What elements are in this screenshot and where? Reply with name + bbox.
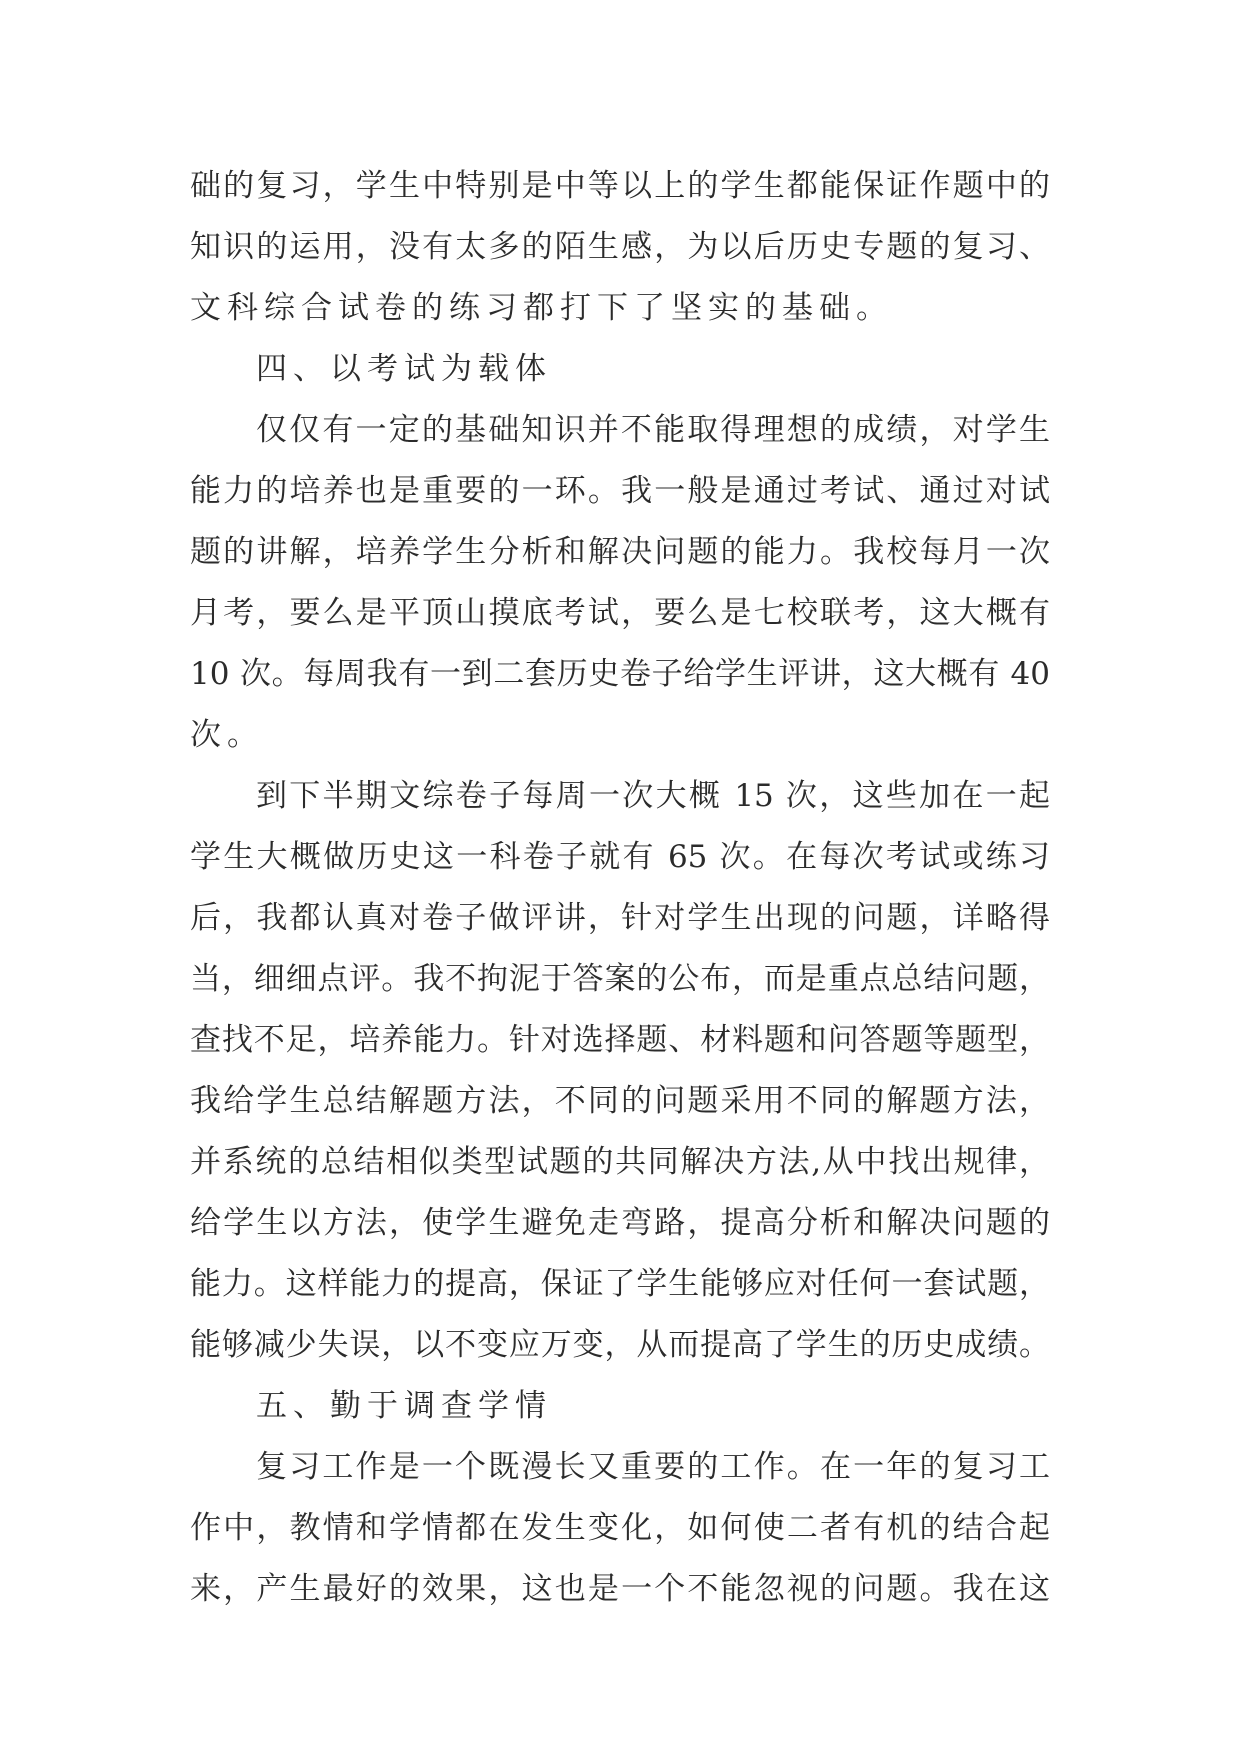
text-line: 作中，教情和学情都在发生变化，如何使二者有机的结合起 — [190, 1510, 1050, 1546]
text-line: 10 次。每周我有一到二套历史卷子给学生评讲，这大概有 40 — [190, 656, 1050, 692]
text-line: 文科综合试卷的练习都打下了坚实的基础。 — [190, 290, 893, 326]
text-line: 能力的培养也是重要的一环。我一般是通过考试、通过对试 — [190, 473, 1050, 509]
section-heading: 五、勤于调查学情 — [256, 1388, 552, 1424]
text-line: 能力。这样能力的提高，保证了学生能够应对任何一套试题， — [190, 1266, 1050, 1302]
text-line: 当，细细点评。我不拘泥于答案的公布，而是重点总结问题， — [190, 961, 1050, 997]
text-line: 复习工作是一个既漫长又重要的工作。在一年的复习工 — [256, 1449, 1050, 1485]
text-line: 题的讲解，培养学生分析和解决问题的能力。我校每月一次 — [190, 534, 1050, 570]
text-line: 知识的运用，没有太多的陌生感，为以后历史专题的复习、 — [190, 229, 1050, 265]
text-line: 给学生以方法，使学生避免走弯路，提高分析和解决问题的 — [190, 1205, 1050, 1241]
text-line: 查找不足，培养能力。针对选择题、材料题和问答题等题型， — [190, 1022, 1050, 1058]
text-line: 能够减少失误，以不变应万变，从而提高了学生的历史成绩。 — [190, 1327, 1050, 1363]
text-line: 后，我都认真对卷子做评讲，针对学生出现的问题，详略得 — [190, 900, 1050, 936]
text-line: 次。 — [190, 717, 264, 753]
text-line: 仅仅有一定的基础知识并不能取得理想的成绩，对学生 — [256, 412, 1050, 448]
text-line: 础的复习，学生中特别是中等以上的学生都能保证作题中的 — [190, 168, 1050, 204]
text-line: 来，产生最好的效果，这也是一个不能忽视的问题。我在这 — [190, 1571, 1050, 1607]
text-line: 学生大概做历史这一科卷子就有 65 次。在每次考试或练习 — [190, 839, 1050, 875]
section-heading: 四、以考试为载体 — [256, 351, 552, 387]
text-line: 到下半期文综卷子每周一次大概 15 次，这些加在一起 — [256, 778, 1050, 814]
text-line: 我给学生总结解题方法，不同的问题采用不同的解题方法， — [190, 1083, 1050, 1119]
text-line: 并系统的总结相似类型试题的共同解决方法,从中找出规律， — [190, 1144, 1050, 1180]
text-line: 月考，要么是平顶山摸底考试，要么是七校联考，这大概有 — [190, 595, 1050, 631]
